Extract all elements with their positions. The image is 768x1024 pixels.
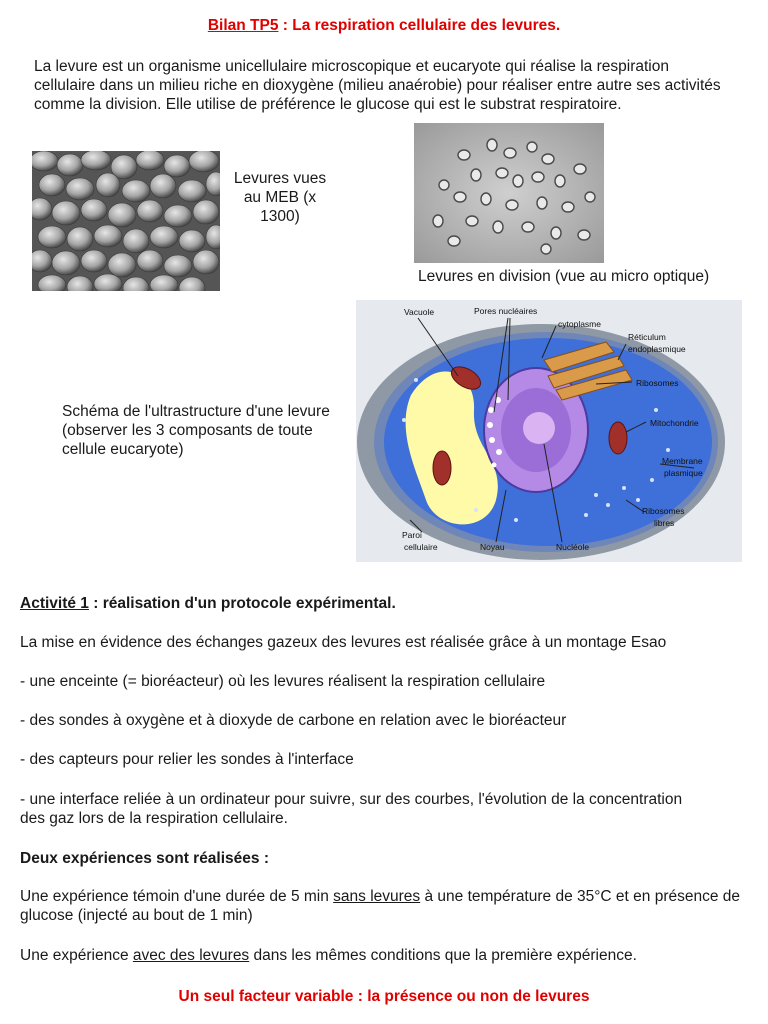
- exp1-underlined: sans levures: [333, 888, 421, 905]
- experiment-1: [20, 887, 760, 925]
- paragraph-capteurs: - des capteurs pour relier les sondes à l'interface: [20, 751, 354, 768]
- yeast-ultrastructure-diagram: [356, 300, 742, 562]
- label-membrane-1: Membrane: [662, 456, 703, 466]
- activity-rest: : réalisation d'un protocole expérimental.: [88, 595, 396, 612]
- exp2-text-a: Une expérience: [20, 947, 133, 964]
- title-rest: : La respiration cellulaire des levures.: [278, 17, 561, 34]
- label-noyau: Noyau: [480, 542, 505, 552]
- label-cytoplasme: cytoplasme: [558, 319, 601, 329]
- exp1-text-a: Une expérience témoin d'une durée de 5 min: [20, 888, 334, 905]
- paragraph-sondes: - des sondes à oxygène et à dioxyde de carbone en relation avec le bioréacteur: [20, 712, 567, 729]
- title-prefix: Bilan TP5: [207, 17, 279, 34]
- division-photo-image: [414, 123, 604, 263]
- experiment-2: [20, 946, 755, 965]
- exp2-underlined: avec des levures: [132, 947, 250, 964]
- division-caption: Levures en division (vue au micro optique): [418, 268, 710, 285]
- diagram-svg: [356, 300, 742, 562]
- label-ribo-libres-2: libres: [654, 518, 675, 528]
- exp2-text-b: dans les mêmes conditions que la première expérience.: [249, 947, 637, 964]
- division-yeast-photo: [414, 123, 604, 263]
- label-mitochondrie: Mitochondrie: [650, 418, 699, 428]
- conclusion-line: Un seul facteur variable : la présence ou non de levures: [178, 988, 590, 1005]
- label-membrane-2: plasmique: [664, 468, 703, 478]
- nucleolus-shape: [523, 412, 555, 444]
- meb-yeast-photo: [32, 151, 220, 291]
- paragraph-enceinte: - une enceinte (= bioréacteur) où les levures réalisent la respiration cellulaire: [20, 673, 546, 690]
- label-nucleole: Nucléole: [556, 542, 590, 552]
- label-ribo-libres-1: Ribosomes: [642, 506, 685, 516]
- label-reticulum-1: Réticulum: [628, 332, 666, 342]
- label-paroi-1: Paroi: [402, 530, 422, 540]
- exp1-text-b: à une température de 35°C et en présence de glucose (injecté au bout de 1 min): [20, 888, 741, 924]
- meb-caption: Levures vues au MEB (x 1300): [233, 170, 327, 225]
- meb-photo-image: [32, 151, 220, 291]
- paragraph-interface: - une interface reliée à un ordinateur pour suivre, sur des courbes, l'évolution de la concentration des gaz lors de la respiration cellulaire.: [20, 791, 683, 827]
- label-ribosomes: Ribosomes: [636, 378, 679, 388]
- paragraph-esao: La mise en évidence des échanges gazeux des levures est réalisée grâce à un montage Esao: [20, 634, 667, 651]
- activity-prefix: Activité 1: [20, 595, 89, 612]
- label-pores: Pores nucléaires: [474, 306, 538, 316]
- intro-paragraph: La levure est un organisme unicellulaire microscopique et eucaryote qui réalise la respiration cellulaire dans un milieu riche en dioxygène (milieu anaérobie) pour réaliser entre autre ses activités comme la division. Elle utilise de préférence le glucose qui est le substrat respiratoire.: [34, 58, 721, 113]
- label-vacuole: Vacuole: [404, 307, 435, 317]
- activity-heading: [20, 594, 396, 613]
- schema-caption: Schéma de l'ultrastructure d'une levure (observer les 3 composants de toute cellule eucaryote): [62, 403, 330, 458]
- experiments-heading: Deux expériences sont réalisées :: [20, 850, 269, 867]
- label-reticulum-2: endoplasmique: [628, 344, 686, 354]
- label-paroi-2: cellulaire: [404, 542, 438, 552]
- document-title: [0, 16, 768, 35]
